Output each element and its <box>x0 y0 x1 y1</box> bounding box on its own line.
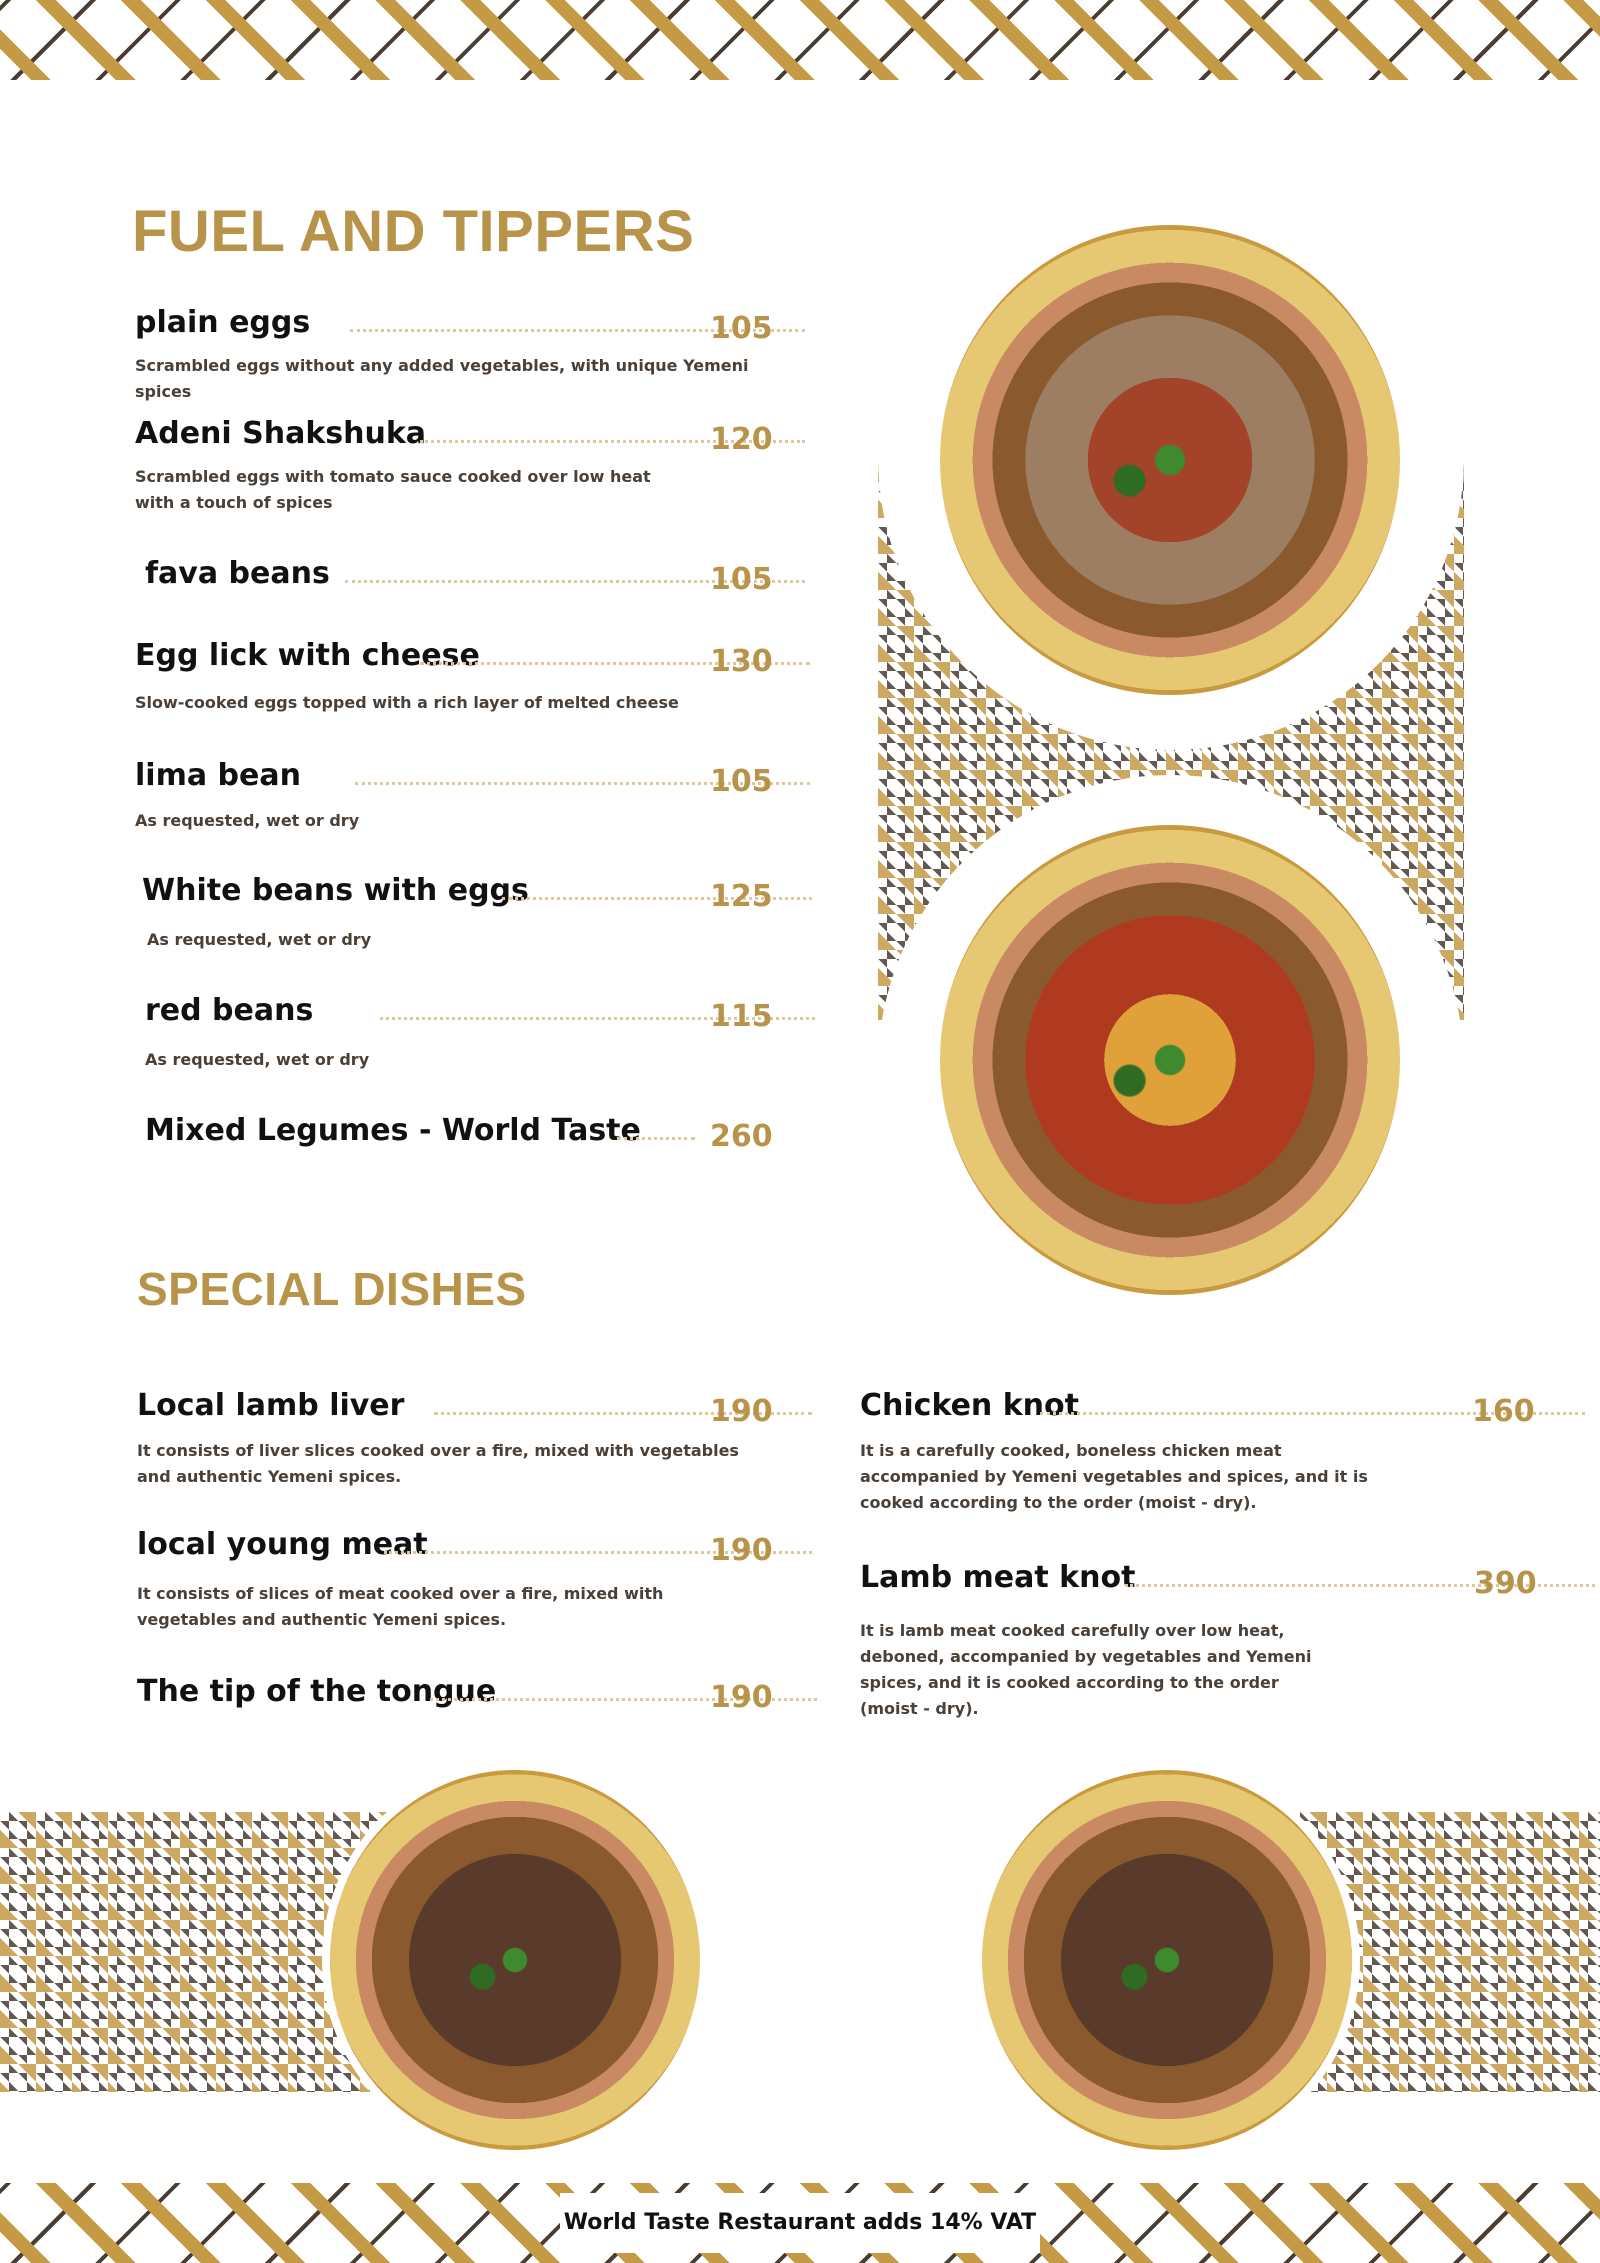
menu-item <box>145 993 775 1073</box>
dish-photo-lamb-liver <box>330 1770 700 2150</box>
dish-photo-meat-knot <box>982 1770 1352 2150</box>
menu-item <box>142 873 775 953</box>
menu-item <box>145 556 775 600</box>
menu-item <box>137 1388 777 1490</box>
item-price: 115 <box>710 999 773 1034</box>
top-pattern-band <box>0 0 1600 80</box>
item-description: It consists of liver slices cooked over a fire, mixed with vegetables and authentic Yemeni spices. <box>137 1441 739 1486</box>
menu-item <box>145 1113 775 1157</box>
menu-item <box>135 416 775 516</box>
item-price: 105 <box>710 311 773 346</box>
item-price: 130 <box>710 644 773 679</box>
leader-dots <box>617 1137 695 1140</box>
menu-item <box>137 1674 777 1718</box>
item-name: Lamb meat knot <box>860 1560 1136 1595</box>
item-price: 260 <box>710 1119 773 1154</box>
item-name: red beans <box>145 993 314 1028</box>
item-price: 125 <box>710 879 773 914</box>
item-description: Scrambled eggs without any added vegetables, with unique Yemeni spices <box>135 356 749 401</box>
dish-photo-shakshuka <box>940 825 1400 1295</box>
item-name: Egg lick with cheese <box>135 638 480 673</box>
item-description: As requested, wet or dry <box>147 930 372 949</box>
item-name: fava beans <box>145 556 330 591</box>
item-price: 190 <box>710 1680 773 1715</box>
item-price: 390 <box>1474 1566 1537 1601</box>
item-description: It is lamb meat cooked carefully over low heat, deboned, accompanied by vegetables and Yemeni spices, and it is cooked according to the order (moist - dry). <box>860 1621 1312 1718</box>
item-name: plain eggs <box>135 305 311 340</box>
item-price: 120 <box>710 422 773 457</box>
dish-photo-fava-beans <box>940 225 1400 695</box>
section-title-special: SPECIAL DISHES <box>137 1263 527 1315</box>
vat-note: World Taste Restaurant adds 14% VAT <box>560 2193 1040 2253</box>
item-name: local young meat <box>137 1527 428 1562</box>
item-name: White beans with eggs <box>142 873 529 908</box>
item-description: Slow-cooked eggs topped with a rich layer of melted cheese <box>135 693 679 712</box>
menu-item <box>135 305 775 405</box>
item-name: lima bean <box>135 758 301 793</box>
menu-item <box>137 1527 777 1633</box>
menu-item <box>860 1388 1540 1516</box>
menu-item <box>135 758 775 834</box>
item-price: 105 <box>710 764 773 799</box>
item-price: 105 <box>710 562 773 597</box>
menu-item <box>135 638 775 716</box>
item-name: Local lamb liver <box>137 1388 405 1423</box>
item-description: As requested, wet or dry <box>145 1050 370 1069</box>
section-title-fuel: FUEL AND TIPPERS <box>132 199 695 264</box>
menu-item <box>860 1560 1540 1722</box>
item-price: 160 <box>1472 1394 1535 1429</box>
item-name: The tip of the tongue <box>137 1674 497 1709</box>
item-description: As requested, wet or dry <box>135 811 360 830</box>
item-price: 190 <box>710 1533 773 1568</box>
item-price: 190 <box>710 1394 773 1429</box>
item-description: It consists of slices of meat cooked over a fire, mixed with vegetables and authentic Yemeni spices. <box>137 1584 664 1629</box>
item-description: Scrambled eggs with tomato sauce cooked over low heat with a touch of spices <box>135 467 651 512</box>
item-name: Adeni Shakshuka <box>135 416 427 451</box>
item-name: Chicken knot <box>860 1388 1079 1423</box>
item-description: It is a carefully cooked, boneless chicken meat accompanied by Yemeni vegetables and spices, and it is cooked according to the order (moist - dry). <box>860 1441 1368 1512</box>
item-name: Mixed Legumes - World Taste <box>145 1113 641 1148</box>
